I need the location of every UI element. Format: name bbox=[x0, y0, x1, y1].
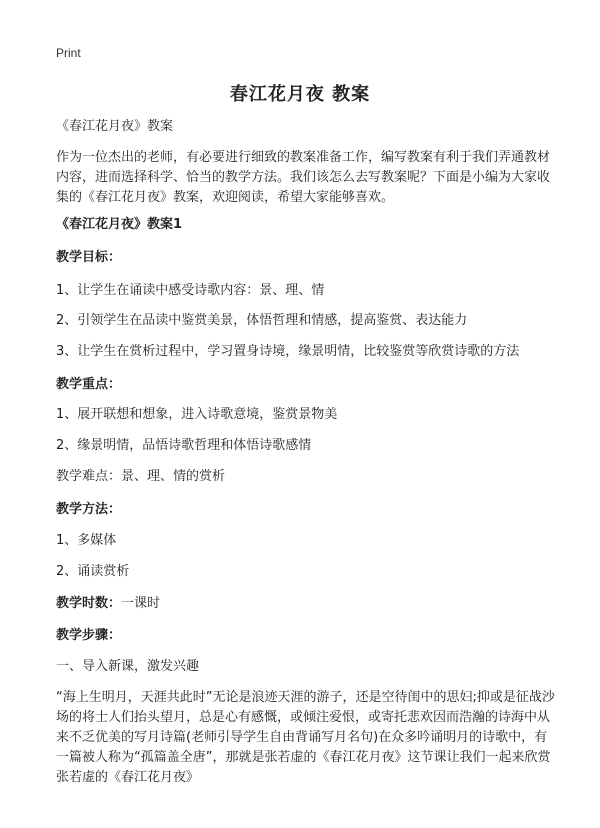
method-item: 1、多媒体 bbox=[56, 533, 117, 548]
time-label: 教学时数： bbox=[56, 596, 122, 611]
time-value: 一课时 bbox=[121, 596, 161, 611]
page-title: 春江花月夜 教案 bbox=[229, 84, 371, 105]
key-points-heading: 教学重点： bbox=[56, 377, 122, 392]
section-heading: 《春江花月夜》教案1 bbox=[56, 217, 183, 232]
difficulty-line: 教学难点：景、理、情的赏析 bbox=[56, 469, 226, 484]
intro-paragraph: 作为一位杰出的老师，有必要进行细致的教案准备工作，编写教案有利于我们弄通教材内容，进而选择科学、恰当的教学方法。我们该怎么去写教案呢？下面是小编为大家收集的《春江花月夜》教案，欢迎阅读，希望大家能够喜欢。 bbox=[56, 150, 551, 205]
goal-item: 2、引领学生在品读中鉴赏美景，体悟哲理和情感，提高鉴赏、表达能力 bbox=[56, 313, 468, 328]
step-item: 一、导入新课，激发兴趣 bbox=[56, 659, 200, 674]
goals-heading: 教学目标： bbox=[56, 250, 122, 265]
goal-item: 3、让学生在赏析过程中，学习置身诗境，缘景明情，比较鉴赏等欣赏诗歌的方法 bbox=[56, 344, 520, 359]
print-link[interactable]: Print bbox=[56, 46, 81, 60]
key-point-item: 2、缘景明情，品悟诗歌哲理和体悟诗歌感情 bbox=[56, 438, 312, 453]
steps-paragraph: “海上生明月，天涯共此时”无论是浪迹天涯的游子，还是空待闺中的思妇;抑或是征战沙场的将士人们抬头望月，总是心有感慨，或倾注爱恨，或寄托悲欢因而浩瀚的诗海中从来不乏优美的写月诗篇(老师引导学生自由背诵写月名句)在众多吟诵明月的诗歌中，有一篇被人称为“孤篇盖全唐”，那就是张若虚的《春江花月夜》这节课让我们一起来欣赏张若虚的《春江花月夜》 bbox=[56, 690, 555, 785]
doc-subtitle: 《春江花月夜》教案 bbox=[56, 119, 174, 134]
time-line bbox=[56, 594, 556, 614]
method-item: 2、诵读赏析 bbox=[56, 564, 130, 579]
goal-item: 1、让学生在诵读中感受诗歌内容：景、理、情 bbox=[56, 283, 325, 298]
key-point-item: 1、展开联想和想象，进入诗歌意境，鉴赏景物美 bbox=[56, 407, 338, 422]
methods-heading: 教学方法： bbox=[56, 502, 122, 517]
steps-heading: 教学步骤： bbox=[56, 628, 122, 643]
